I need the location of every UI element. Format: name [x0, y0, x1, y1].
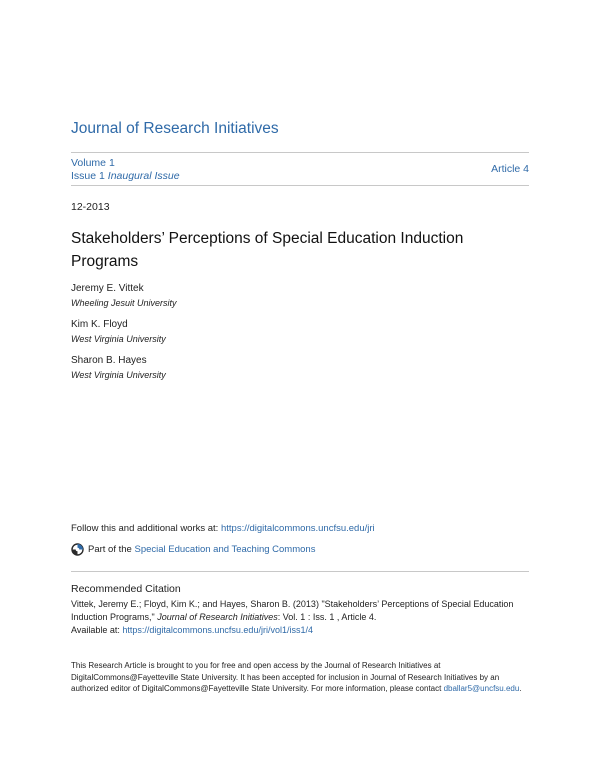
citation-journal: Journal of Research Initiatives — [157, 611, 278, 622]
follow-text: Follow this and additional works at: — [71, 523, 221, 534]
issue-label[interactable]: Issue 1 — [71, 169, 105, 182]
issue-name[interactable]: Inaugural Issue — [107, 169, 180, 182]
available-label: Available at: — [71, 624, 123, 635]
volume-link[interactable]: Volume 1 — [71, 157, 115, 169]
contact-email-link[interactable]: dballar5@uncfsu.edu — [443, 684, 520, 694]
article-number-link[interactable]: Article 4 — [491, 163, 529, 175]
article-title: Stakeholders’ Perceptions of Special Education Induction Programs — [71, 230, 464, 270]
commons-link[interactable]: Special Education and Teaching Commons — [134, 544, 316, 555]
author-3 — [71, 354, 166, 382]
citation-text: Vittek, Jeremy E.; Floyd, Kim K.; and Hayes, Sharon B. (2013) "Stakeholders’ Perceptions of Special Education Induction Programs," — [71, 599, 514, 622]
notice-text: This Research Article is brought to you for free and open access by the Journal of Research Initiatives at DigitalCommons@Fayetteville State University. It has been accepted for inclusion in Journal of Research Initiatives by an authorized editor of DigitalCommons@Fayetteville State University. For more information, please contact — [71, 661, 500, 694]
network-icon — [71, 543, 84, 556]
header-divider-bottom — [71, 185, 529, 186]
follow-line — [71, 523, 375, 534]
access-notice — [71, 660, 531, 695]
author-name: Jeremy E. Vittek — [71, 283, 144, 294]
author-1 — [71, 282, 177, 310]
header-divider-top — [71, 152, 529, 153]
journal-title[interactable]: Journal of Research Initiatives — [71, 120, 279, 137]
author-affiliation: Wheeling Jesuit University — [71, 298, 177, 308]
citation-heading: Recommended Citation — [71, 583, 181, 595]
issue-line[interactable] — [71, 170, 180, 183]
recommended-citation — [71, 598, 531, 636]
issue-info — [71, 157, 180, 182]
author-2 — [71, 318, 166, 346]
available-url-link[interactable]: https://digitalcommons.uncfsu.edu/jri/vol1/iss1/4 — [122, 624, 313, 635]
author-affiliation: West Virginia University — [71, 334, 166, 344]
author-name: Sharon B. Hayes — [71, 355, 147, 366]
follow-url-link[interactable]: https://digitalcommons.uncfsu.edu/jri — [220, 523, 375, 534]
publication-date: 12-2013 — [71, 201, 110, 213]
notice-end: . — [519, 684, 522, 694]
citation-volume: : Vol. 1 : Iss. 1 , Article 4. — [277, 611, 377, 622]
part-of-text: Part of the — [88, 544, 132, 555]
author-affiliation: West Virginia University — [71, 370, 166, 380]
author-name: Kim K. Floyd — [71, 319, 128, 330]
part-of-line — [71, 543, 315, 556]
citation-divider — [71, 571, 529, 572]
